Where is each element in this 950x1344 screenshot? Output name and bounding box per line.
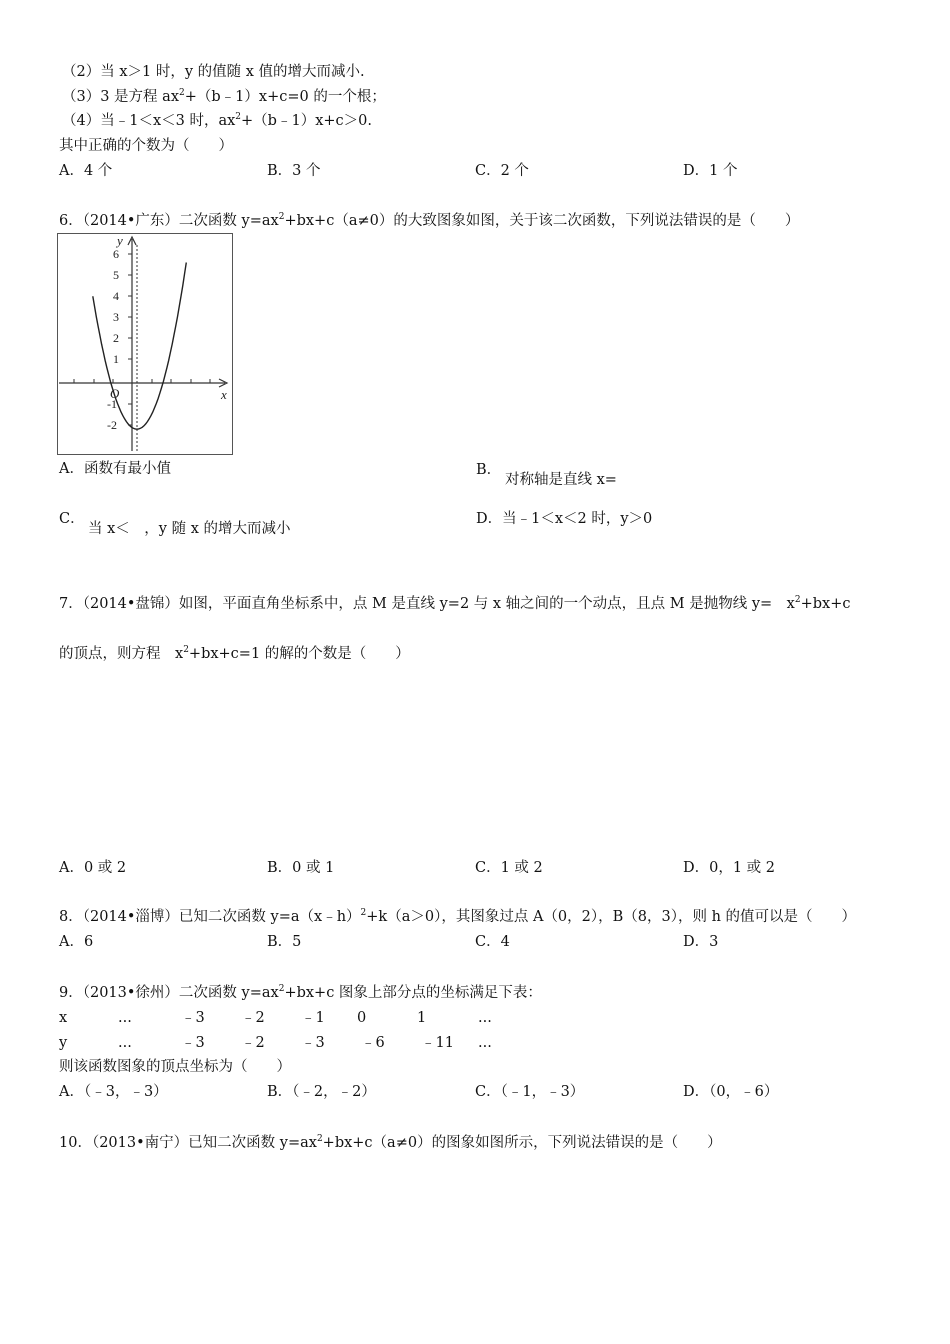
q5-option-c[interactable]: C．2 个 [475,163,529,179]
y-tick-neg2: -2 [107,418,117,432]
y-tick-2: 2 [113,331,119,345]
q9-table-cell: ... [118,1035,132,1051]
q6-stem: 6．（2014•广东）二次函数 $y=ax^2+bx+c(a\ne 0)$的大致图象如图，关于该二次函数，下列说法错误的是（ ） [59,212,800,229]
q9-option-b[interactable]: B．（﹣2，﹣2） [267,1084,376,1100]
q9-table-cell: ... [478,1010,492,1026]
x-axis-label: x [221,387,227,402]
q7-option-b[interactable]: B．0 或 1 [267,860,335,876]
q9-table-cell: ﹣2 [241,1010,265,1026]
q7-stem-line1: 7．（2014•盘锦）如图，平面直角坐标系中，点 M 是直线 y=2 与 x 轴之间的一个动点，且点 M 是抛物线 y= $x^2+bx+c$ [59,595,851,612]
q5-option-a[interactable]: A．4 个 [59,163,113,179]
q5-option-d[interactable]: D．1 个 [683,163,738,179]
q9-table-cell: ﹣11 [421,1035,454,1051]
q9-question: 则该函数图象的顶点坐标为（ ） [59,1059,291,1075]
origin-label: O [110,386,120,401]
y-tick-1: 1 [113,352,119,366]
q9-option-c[interactable]: C．（﹣1，﹣3） [475,1084,585,1100]
q9-table-cell: ﹣6 [361,1035,385,1051]
q9-table-x-header: x [59,1010,68,1026]
q9-table-cell: ﹣2 [241,1035,265,1051]
q9-table-cell: ... [118,1010,132,1026]
q7-stem-line2: 的顶点，则方程 $x^2+bx+c=1$ 的解的个数是（ ） [59,645,410,662]
q9-table-cell: ﹣3 [181,1035,205,1051]
q6-parabola-graph [57,233,233,455]
q9-table-y-header: y [59,1035,68,1051]
q8-option-d[interactable]: D．3 [683,934,719,950]
q6-option-a[interactable]: A．函数有最小值 [59,461,171,477]
y-tick-neg1: -1 [107,397,117,411]
q6-option-c-letter[interactable]: C． [59,511,85,527]
q8-option-c[interactable]: C．4 [475,934,510,950]
q9-table-cell: ﹣3 [301,1035,325,1051]
y-tick-4: 4 [113,289,119,303]
q9-stem: 9．（2013•徐州）二次函数 $y=ax^2+bx+c$ 图象上部分点的坐标满足下表： [59,984,542,1001]
q7-option-d[interactable]: D．0，1 或 2 [683,860,776,876]
q5-option-b[interactable]: B．3 个 [267,163,321,179]
q5-item-3: （3）3 是方程 $ax^2+(b﹣1)x+c=0$ 的一个根； [62,88,386,105]
q9-table-cell: ﹣1 [301,1010,325,1026]
q6-option-b-text[interactable]: 对称轴是直线 x= [505,472,617,488]
y-tick-5: 5 [113,268,119,282]
q9-option-d[interactable]: D．（0，﹣6） [683,1084,779,1100]
q9-option-a[interactable]: A．（﹣3，﹣3） [59,1084,168,1100]
y-tick-6: 6 [113,247,119,261]
q9-table-cell: 0 [357,1010,367,1026]
q9-table-cell: 1 [417,1010,427,1026]
q6-option-b-letter[interactable]: B． [476,462,502,478]
q8-option-a[interactable]: A．6 [59,934,94,950]
q8-stem: 8．（2014•淄博）已知二次函数 y=a（x﹣h）$^2$+k（a＞0），其图象过点 A（0，2），B（8，3），则 h 的值可以是（ ） [59,908,857,925]
q7-option-c[interactable]: C．1 或 2 [475,860,543,876]
q5-item-2: （2）当 x＞1 时，y 的值随 x 值的增大而减小. [62,64,365,80]
q10-stem: 10．（2013•南宁）已知二次函数 $y=ax^2+bx+c(a\ne 0)$的图象如图所示，下列说法错误的是（ ） [59,1134,722,1151]
q5-question: 其中正确的个数为（ ） [59,138,233,154]
q9-table-cell: ﹣3 [181,1010,205,1026]
q6-option-c-text[interactable]: 当 x＜ ，y 随 x 的增大而减小 [88,521,291,537]
q6-option-d[interactable]: D．当﹣1＜x＜2 时，y＞0 [476,511,653,527]
y-tick-3: 3 [113,310,119,324]
q9-table-cell: ... [478,1035,492,1051]
q5-item-4: （4）当﹣1＜x＜3 时，$ax^2+(b﹣1)x+c>0$. [62,112,372,129]
q8-option-b[interactable]: B．5 [267,934,302,950]
q7-option-a[interactable]: A．0 或 2 [59,860,127,876]
y-axis-label: y [117,233,123,248]
